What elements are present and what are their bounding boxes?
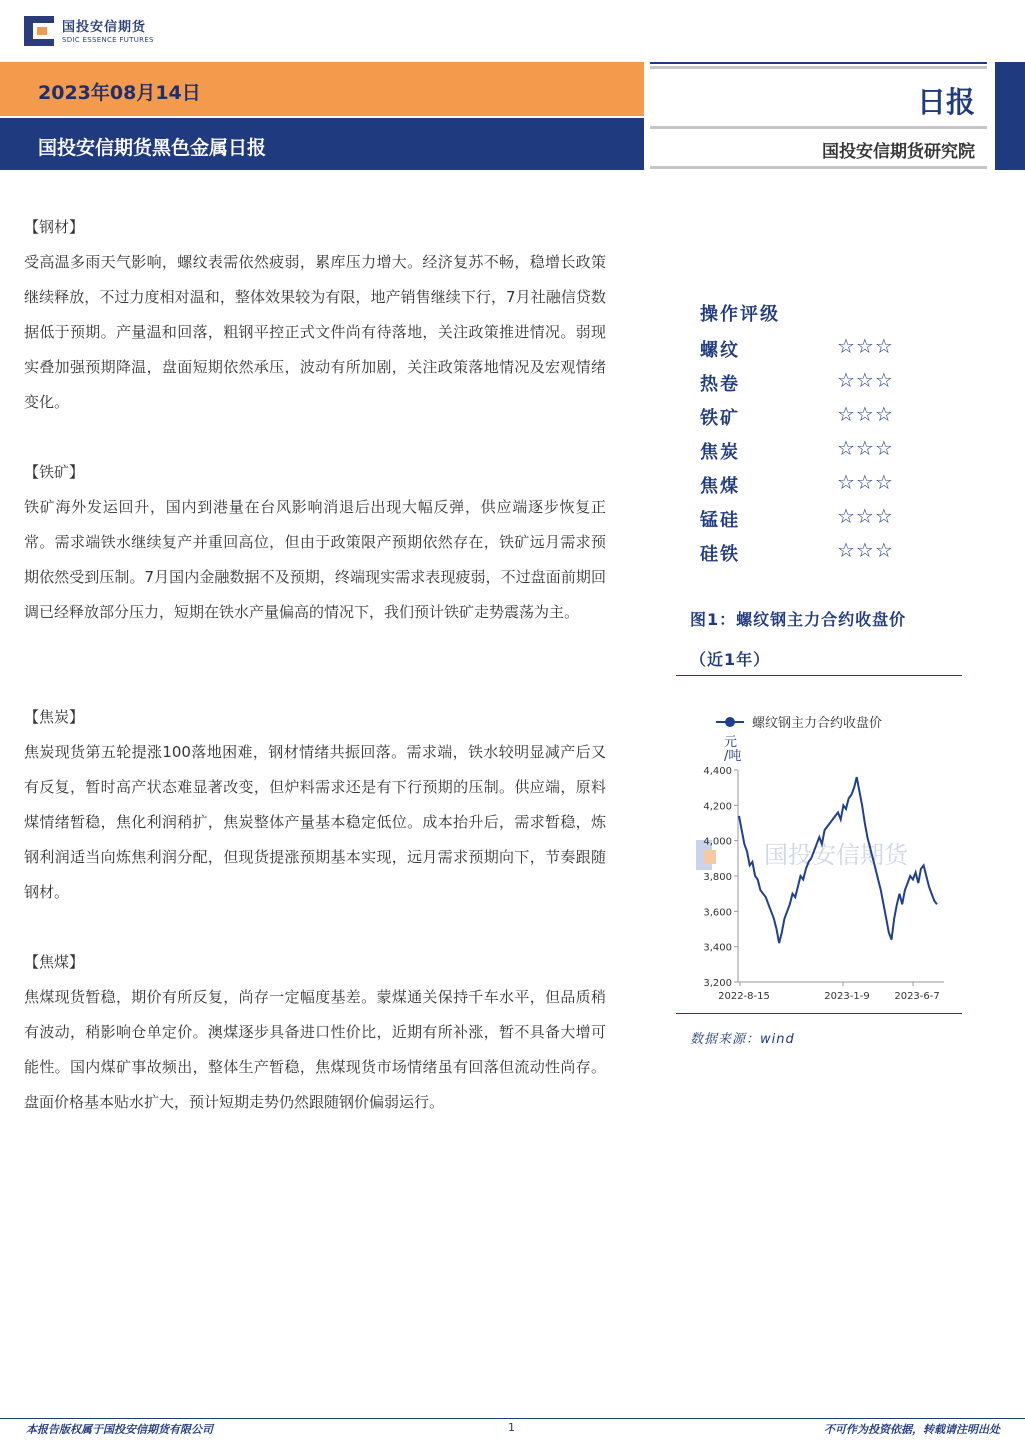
report-date: 2023年08月14日 [38,82,201,104]
star-rating-icon: ☆☆☆ [837,334,894,358]
y-tick-label: 4,200 [703,801,732,813]
star-rating-icon: ☆☆☆ [837,504,894,528]
x-tick-label: 2023-6-7 [894,991,940,1002]
header-divider [650,166,987,169]
rating-name: 硅铁 [700,544,740,565]
company-logo [24,14,164,52]
section-steel [24,210,606,420]
rating-row [700,540,960,574]
star-rating-icon: ☆☆☆ [837,436,894,460]
x-ticks [718,982,940,1002]
chart-legend [716,715,882,731]
section-coke [24,700,606,910]
figure-title-line1: 图1：螺纹钢主力合约收盘价 [690,610,907,629]
rebar-price-chart [676,700,962,1010]
section-heading: 【钢材】 [24,218,85,236]
section-heading: 【焦煤】 [24,953,85,971]
star-rating-icon: ☆☆☆ [837,368,894,392]
section-body: 铁矿海外发运回升，国内到港量在台风影响消退后出现大幅反弹，供应端逐步恢复正常。需求端铁水继续复产并重回高位，但由于政策限产预期依然存在，铁矿远月需求预期依然受到压制。7月国内金融数据不及预期，终端现实需求表现疲弱，不过盘面前期回调已经释放部分压力，短期在铁水产量偏高的情况下，我们预计铁矿走势震荡为主。 [24,498,606,621]
figure-title-line2: （近1年） [690,650,771,669]
rating-name: 螺纹 [700,340,740,361]
rating-name: 焦煤 [700,476,740,497]
page-number: 1 [508,1421,515,1434]
y-tick-label: 3,200 [703,978,732,989]
report-title: 国投安信期货黑色金属日报 [38,137,267,159]
star-rating-icon: ☆☆☆ [837,402,894,426]
rating-name: 锰硅 [700,510,740,531]
logo-mark-icon [24,16,54,46]
rating-row [700,472,960,506]
figure-rule-top [676,675,962,676]
rating-row [700,438,960,472]
legend-marker-icon [725,717,735,727]
section-heading: 【焦炭】 [24,708,85,726]
star-rating-icon: ☆☆☆ [837,470,894,494]
y-tick-label: 3,800 [703,872,732,883]
section-coking-coal [24,945,606,1120]
logo-text-cn: 国投安信期货 [62,20,147,35]
y-tick-label: 4,000 [703,836,732,848]
y-tick-label: 4,400 [703,766,732,777]
watermark-text: 国投安信期货 [764,841,908,869]
header-divider [650,62,987,64]
y-ticks [703,766,738,989]
doc-type-label: 日报 [916,85,975,119]
rating-row [700,404,960,438]
section-heading: 【铁矿】 [24,463,85,481]
section-body: 受高温多雨天气影响，螺纹表需依然疲弱，累库压力增大。经济复苏不畅，稳增长政策继续释放，不过力度相对温和，整体效果较为有限，地产销售继续下行，7月社融信贷数据低于预期。产量温和回落，粗钢平控正式文件尚有待落地，关注政策推进情况。弱现实叠加强预期降温，盘面短期依然承压，波动有所加剧，关注政策落地情况及宏观情绪变化。 [24,253,606,411]
header-divider [650,126,987,129]
star-rating-icon: ☆☆☆ [837,538,894,562]
footer-copyright: 本报告版权属于国投安信期货有限公司 [26,1423,213,1436]
rating-row [700,370,960,404]
section-body: 焦煤现货暂稳，期价有所反复，尚存一定幅度基差。蒙煤通关保持千车水平，但品质稍有波动，稍影响仓单定价。澳煤逐步具备进口性价比，近期有所补涨，暂不具备大增可能性。国内煤矿事故频出，整体生产暂稳，焦煤现货市场情绪虽有回落但流动性尚存。盘面价格基本贴水扩大，预计短期走势仍然跟随钢价偏弱运行。 [24,988,606,1111]
rating-name: 铁矿 [700,408,740,429]
rating-name: 焦炭 [700,442,740,463]
rating-row [700,336,960,370]
institute-name: 国投安信期货研究院 [822,142,975,162]
x-tick-label: 2022-8-15 [718,991,770,1002]
footer-disclaimer: 不可作为投资依据，转载请注明出处 [824,1423,1000,1436]
header-side-stripe [995,62,1025,170]
x-tick-label: 2023-1-9 [824,991,870,1002]
y-tick-label: 3,600 [703,907,732,919]
logo-text-en: SDIC ESSENCE FUTURES [62,36,154,44]
legend-label: 螺纹钢主力合约收盘价 [752,716,883,731]
footer-rule [0,1418,1025,1419]
y-tick-label: 3,400 [703,942,732,954]
rating-row [700,506,960,540]
figure-title [690,600,970,680]
section-body: 焦炭现货第五轮提涨100落地困难，钢材情绪共振回落。需求端，铁水较明显减产后又有反复，暂时高产状态难显著改变，但炉料需求还是有下行预期的压制。供应端，原料煤情绪暂稳，焦化利润稍扩，焦炭整体产量基本稳定低位。成本抬升后，需求暂稳，炼钢利润适当向炼焦利润分配，但现货提涨预期基本实现，远月需求预期向下，节奏跟随钢材。 [24,743,606,901]
data-source: 数据来源：wind [690,1032,795,1047]
figure-rule-bottom [676,1013,962,1014]
rating-name: 热卷 [700,374,740,395]
chart-axes [738,770,944,982]
section-iron-ore [24,455,606,630]
y-axis-unit: 元/吨 [724,735,742,764]
rating-title: 操作评级 [700,304,780,325]
header-divider [650,66,987,69]
